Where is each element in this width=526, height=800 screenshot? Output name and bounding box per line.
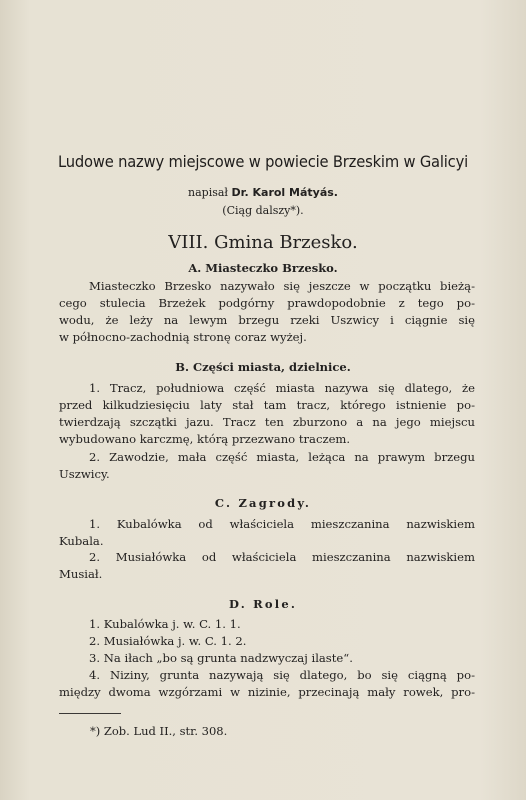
paragraph-a [59,278,475,346]
byline [0,186,526,199]
paragraph-c1 [59,516,475,550]
text-line: przed kilkudziesięciu laty stał tam tracz, którego istnienie po- [59,398,475,412]
text-line: 1. Kubalówka od właściciela mieszczanina nazwiskiem [89,517,475,531]
article-title: Ludowe nazwy miejscowe w powiecie Brzeskim w Galicyi [57,152,469,171]
subheading-d: D. Role. [228,597,298,611]
paragraph-c2 [59,549,475,583]
text-line: 4. Niziny, grunta nazywają się dlatego, bo się ciągną po- [89,668,475,682]
section-heading: VIII. Gmina Brzesko. [168,232,358,253]
text-line: między dwoma wzgórzami w nizinie, przecinają mały rowek, pro- [59,685,475,699]
paragraph-b2 [59,449,475,483]
byline-prefix: napisał [188,186,228,199]
subheading-b: B. Części miasta, dzielnice. [175,360,351,374]
text-line: cego stulecia Brzeżek podgórny prawdopodobnie z tego po- [59,296,475,310]
text-line: 2. Zawodzie, mała część miasta, leżąca na prawym brzegu [89,450,475,464]
subheading-a: A. Miasteczko Brzesko. [188,261,338,275]
text-line: 2. Musiałówka od właściciela mieszczanina nazwiskiem [89,550,475,564]
text-line: twierdzają szczątki jazu. Tracz ten zburzono a na jego miejscu [59,415,475,429]
text-line: Kubala. [59,534,104,548]
paragraph-d [59,616,475,701]
text-line: wybudowano karczmę, którą przezwano traczem. [59,432,351,446]
text-line: Musiał. [59,567,103,581]
text-line: 1. Kubalówka j. w. C. 1. 1. [89,617,241,631]
author-name: Dr. Karol Mátyás. [231,186,338,199]
paragraph-b1 [59,380,475,448]
text-line: 3. Na iłach „bo są grunta nadzwyczaj ilaste“. [89,651,353,665]
footnote-rule [59,713,121,714]
footnote: *) Zob. Lud II., str. 308. [90,724,228,738]
continuation-note: (Ciąg dalszy*). [222,204,304,217]
text-line: wodu, że leży na lewym brzegu rzeki Uszwicy i ciągnie się [59,313,475,327]
text-line: 1. Tracz, południowa część miasta nazywa się dlatego, że [89,381,475,395]
text-line: 2. Musiałówka j. w. C. 1. 2. [89,634,247,648]
subheading-c: C. Zagrody. [214,496,312,510]
text-line: Uszwicy. [59,467,110,481]
text-line: Miasteczko Brzesko nazywało się jeszcze w początku bieżą- [89,279,475,293]
text-line: w północno-zachodnią stronę coraz wyżej. [59,330,307,344]
